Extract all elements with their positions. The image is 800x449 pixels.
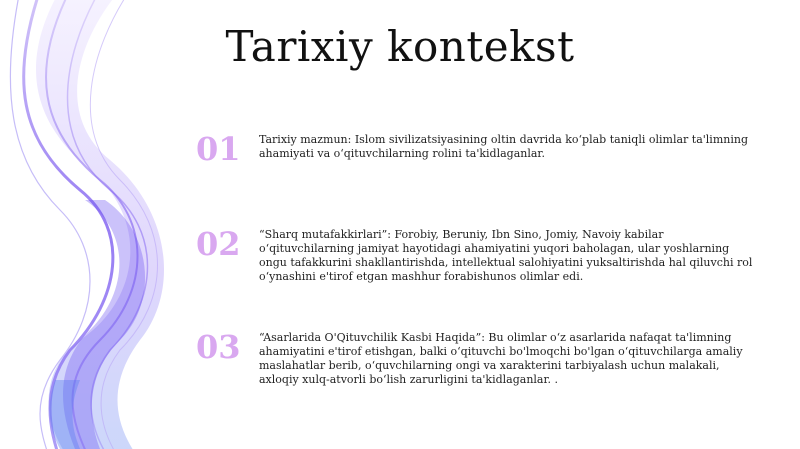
- item-text: “Asarlarida O'Qituvchilik Kasbi Haqida”: Bu olimlar o‘z asarlarida nafaqat ta'limning ahamiyatini e'tirof etishgan, balki o‘qituvchi bo'lmoqchi bo'lgan o‘qituvchilarga amaliy maslahatlar berib, o‘quvchilarning ongi va xarakterini tarbiyalash uchun malakali, axloqiy xulq-atvorli bo‘lish zarurligini ta'kidlaganlar. .: [259, 331, 743, 386]
- item-number: 02: [196, 225, 241, 263]
- item-number: 01: [196, 130, 241, 168]
- item-text: “Sharq mutafakkirlari”: Forobiy, Beruniy, Ibn Sino, Jomiy, Navoiy kabilar o‘qituvchilarning jamiyat hayotidagi ahamiyatini yuqori baholagan, ular yoshlarning ongu tafakkurini shakllantirishda, intellektual salohiyatini yuksaltirishda hal qiluvchi rol o‘ynashini e'tirof etgan mashhur forabishunos olimlar edi.: [259, 228, 753, 283]
- item-text: Tarixiy mazmun: Islom sivilizatsiyasining oltin davrida ko‘plab taniqli olimlar ta'limning ahamiyati va o‘qituvchilarning rolini ta'kidlaganlar.: [259, 133, 748, 160]
- item-number: 03: [196, 328, 241, 366]
- slide-title: Tarixiy kontekst: [225, 22, 575, 71]
